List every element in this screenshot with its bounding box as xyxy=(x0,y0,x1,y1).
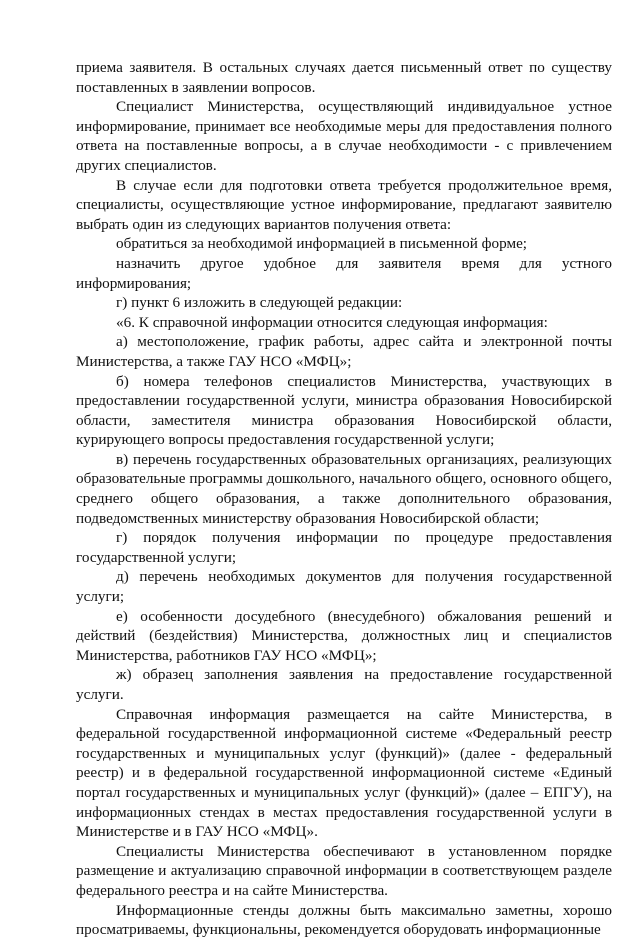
document-page xyxy=(76,58,612,940)
paragraph-item-e: е) особенности досудебного (внесудебного) обжалования решений и действий (бездействия) Министерства, должностных лиц и специалистов Министерства, работников ГАУ НСО «МФЦ»; xyxy=(76,607,612,664)
paragraph-specialist-info: Специалист Министерства, осуществляющий индивидуальное устное информирование, принимает все необходимые меры для предоставления полного ответа на поставленные вопросы, а в случае необходимости - с привлечением других специалистов. xyxy=(76,98,612,174)
paragraph-long-preparation: В случае если для подготовки ответа требуется продолжительное время, специалисты, осуществляющие устное информирование, предлагают заявителю выбрать один из следующих вариантов получения ответа: xyxy=(76,176,612,233)
paragraph-item-g: г) порядок получения информации по процедуре предоставления государственной услуги; xyxy=(76,529,612,566)
paragraph-option-schedule: назначить другое удобное для заявителя время для устного информирования; xyxy=(76,254,612,292)
paragraph-item-v: в) перечень государственных образовательных организациях, реализующих образовательные программы дошкольного, начального общего, основного общего, среднего общего образования, а также дополнительного образования, подведомственных министерству образования Новосибирской области; xyxy=(76,450,612,527)
paragraph-amendment-item-g: г) пункт 6 изложить в следующей редакции: xyxy=(116,294,403,312)
paragraph-clause-6-heading: «6. К справочной информации относится следующая информация: xyxy=(116,313,548,331)
paragraph-info-stands: Информационные стенды должны быть максимально заметны, хорошо просматриваемы, функциональны, рекомендуется оборудовать информационные xyxy=(76,901,612,939)
paragraph-item-d: д) перечень необходимых документов для получения государственной услуги; xyxy=(76,568,612,606)
paragraph-continuation: приема заявителя. В остальных случаях дается письменный ответ по существу поставленных в заявлении вопросов. xyxy=(76,59,612,96)
paragraph-reference-placement: Справочная информация размещается на сайте Министерства, в федеральной государственной информационной системе «Федеральный реестр государственных и муниципальных услуг (функций)» (далее - федеральный реестр) и в федеральной государственной информационной системе «Единый портал государственных и муниципальных услуг (функций)» (далее – ЕПГУ), на информационных стендах в местах предоставления государственной услуги в Министерстве и в ГАУ НСО «МФЦ». xyxy=(76,705,612,841)
paragraph-item-b: б) номера телефонов специалистов Министерства, участвующих в предоставлении государственной услуги, министра образования Новосибирской области, заместителя министра образования Новосибирской области, курирующего вопросы предоставления государственной услуги; xyxy=(76,372,612,449)
paragraph-item-zh: ж) образец заполнения заявления на предоставление государственной услуги. xyxy=(76,666,612,703)
paragraph-option-written: обратиться за необходимой информацией в письменной форме; xyxy=(116,235,528,253)
paragraph-specialists-update: Специалисты Министерства обеспечивают в установленном порядке размещение и актуализацию справочной информации в соответствующем разделе федерального реестра и на сайте Министерства. xyxy=(76,842,612,899)
paragraph-item-a: а) местоположение, график работы, адрес сайта и электронной почты Министерства, а также ГАУ НСО «МФЦ»; xyxy=(76,333,612,370)
